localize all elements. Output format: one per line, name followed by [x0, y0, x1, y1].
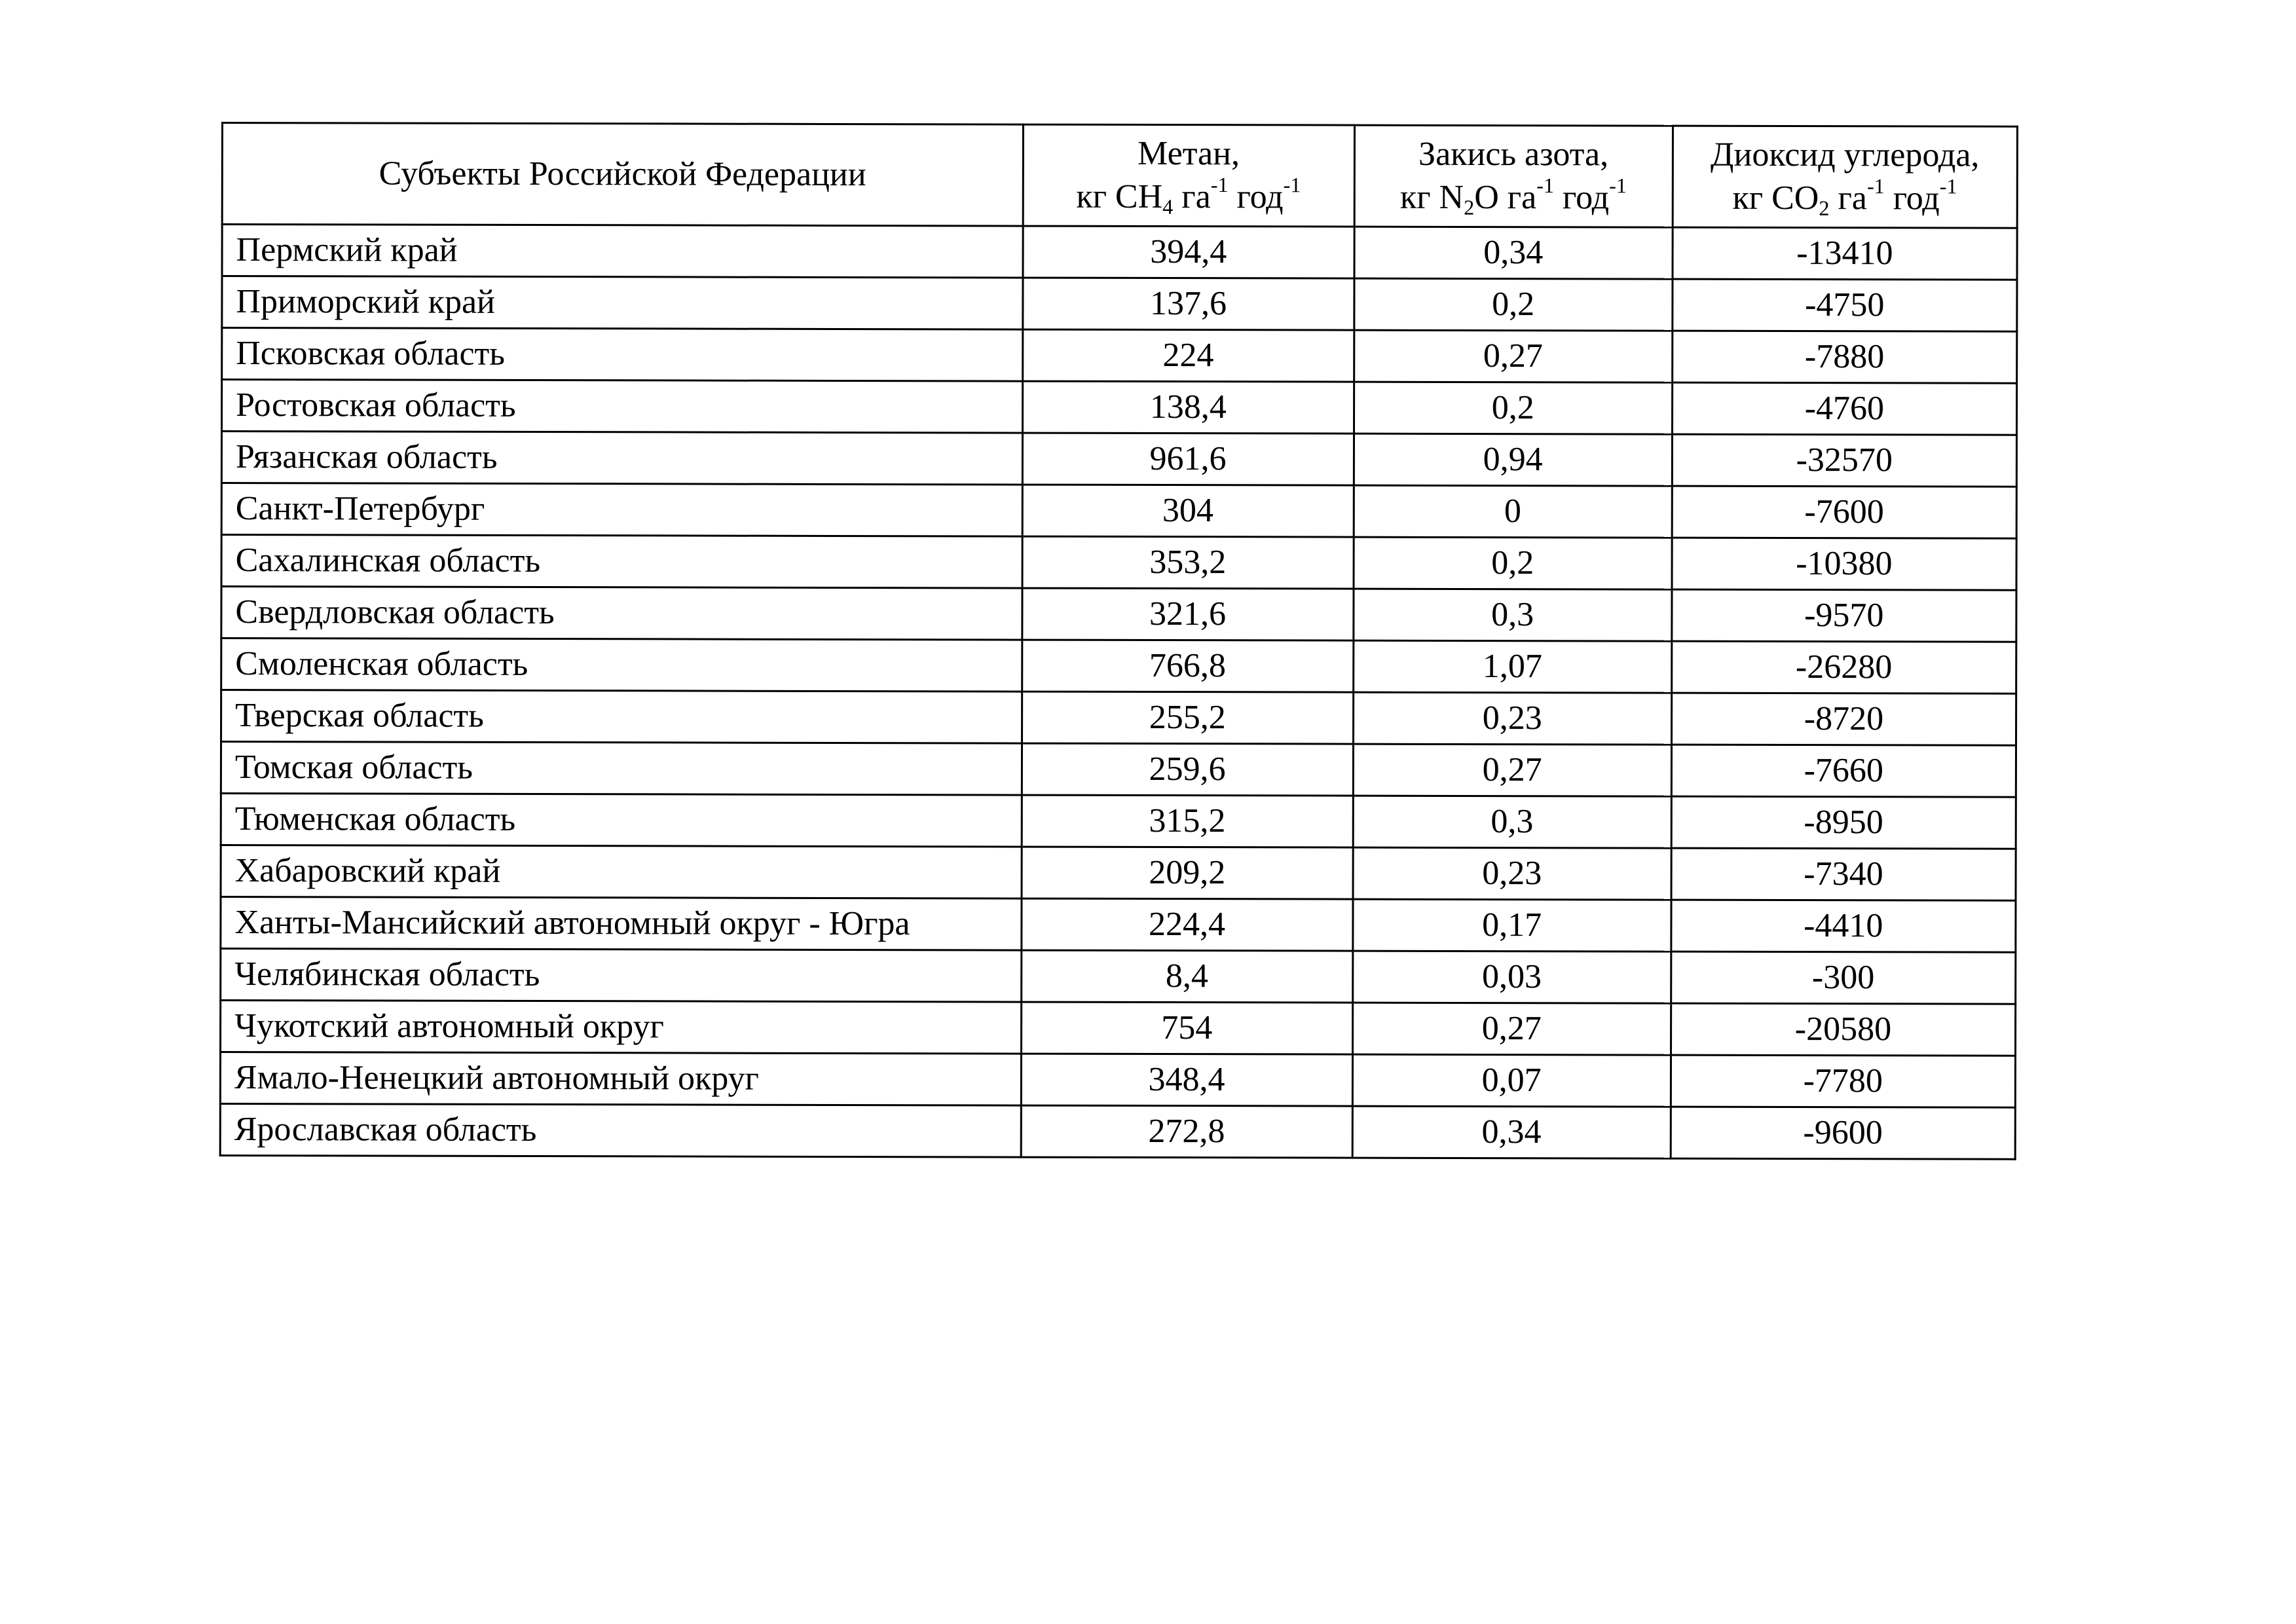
methane-cell: 961,6 [1022, 433, 1354, 485]
carbon-cell: -9570 [1672, 589, 2016, 642]
nitrous-cell: 0,2 [1354, 537, 1672, 589]
nitrous-cell: 0 [1354, 485, 1672, 538]
carbon-cell: -4750 [1673, 279, 2017, 331]
header-methane-unit: кг $CH_4$ $га^{-1}$ год$^{-1}$ [1076, 172, 1301, 219]
region-cell: Томская область [221, 742, 1022, 796]
region-cell: Приморский край [222, 276, 1023, 330]
nitrous-cell: 0,17 [1353, 899, 1671, 951]
carbon-cell: -7660 [1671, 745, 2016, 797]
carbon-cell: -8950 [1671, 796, 2016, 849]
methane-cell: 353,2 [1022, 536, 1354, 589]
table-row [221, 638, 2016, 694]
carbon-cell: -26280 [1671, 641, 2016, 693]
table-row [221, 845, 2016, 901]
table-row [222, 328, 2017, 384]
table-header-row [222, 123, 2017, 229]
table-row [221, 535, 2016, 591]
methane-cell: 224 [1022, 329, 1354, 382]
carbon-cell: -7780 [1671, 1055, 2015, 1107]
header-carbon-dioxide [1673, 126, 2018, 228]
region-cell: Рязанская область [221, 432, 1022, 485]
header-methane [1023, 124, 1354, 227]
region-cell: Свердловская область [221, 587, 1022, 640]
table-row [221, 483, 2016, 539]
nitrous-cell: 0,94 [1354, 434, 1672, 486]
region-cell: Ханты-Мансийский автономный округ - Югра [221, 897, 1022, 951]
carbon-cell: -7340 [1671, 848, 2016, 900]
table-row [222, 380, 2017, 435]
methane-cell: 321,6 [1022, 588, 1353, 640]
header-methane-title: Метан, [1138, 134, 1240, 173]
table-row [220, 1052, 2015, 1108]
region-cell: Ярославская область [220, 1103, 1021, 1157]
region-cell: Тверская область [221, 690, 1022, 744]
table-row [221, 690, 2016, 746]
carbon-cell: -32570 [1672, 434, 2016, 487]
header-nitrous-oxide [1354, 125, 1673, 227]
region-cell: Санкт-Петербург [221, 483, 1022, 537]
emissions-table [219, 122, 2018, 1160]
nitrous-cell: 0,03 [1352, 951, 1671, 1003]
table-row [221, 1001, 2016, 1056]
header-region-label: Субъекты Российской Федерации [379, 155, 866, 194]
table-row [222, 276, 2017, 332]
methane-cell: 272,8 [1021, 1105, 1352, 1158]
region-cell: Пермский край [222, 225, 1023, 278]
header-nitrous-unit: кг $N_2O$ $га^{-1}$ год$^{-1}$ [1399, 174, 1627, 219]
region-cell: Чукотский автономный округ [221, 1001, 1022, 1054]
nitrous-cell: 0,2 [1354, 278, 1673, 331]
region-cell: Сахалинская область [221, 535, 1022, 589]
region-cell: Тюменская область [221, 794, 1022, 847]
nitrous-cell: 0,27 [1354, 330, 1672, 382]
header-region [222, 123, 1023, 227]
nitrous-cell: 0,2 [1354, 382, 1672, 434]
nitrous-cell: 0,34 [1354, 227, 1673, 279]
table-row [222, 225, 2017, 280]
nitrous-cell: 1,07 [1353, 640, 1671, 693]
carbon-cell: -20580 [1671, 1003, 2015, 1056]
region-cell: Челябинская область [221, 949, 1022, 1003]
carbon-cell: -300 [1671, 951, 2015, 1004]
header-carbon-title: Диоксид углерода, [1710, 136, 1980, 174]
methane-cell: 255,2 [1022, 692, 1353, 744]
region-cell: Хабаровский край [221, 845, 1022, 899]
carbon-cell: -7880 [1672, 331, 2016, 383]
header-nitrous-title: Закись азота, [1418, 135, 1609, 174]
nitrous-cell: 0,27 [1352, 1003, 1671, 1055]
methane-cell: 8,4 [1021, 950, 1352, 1003]
nitrous-cell: 0,27 [1353, 744, 1671, 796]
carbon-cell: -8720 [1671, 693, 2016, 745]
methane-cell: 766,8 [1022, 640, 1353, 692]
table-row [221, 897, 2016, 953]
methane-cell: 137,6 [1022, 278, 1354, 330]
header-carbon-unit: кг $CO_2$ $га^{-1}$ год$^{-1}$ [1732, 174, 1957, 220]
nitrous-cell: 0,07 [1352, 1054, 1671, 1107]
carbon-cell: -4410 [1671, 900, 2016, 952]
carbon-cell: -4760 [1672, 382, 2016, 435]
methane-cell: 754 [1021, 1002, 1352, 1054]
nitrous-cell: 0,23 [1353, 692, 1671, 745]
methane-cell: 138,4 [1022, 381, 1354, 434]
table-row [221, 949, 2016, 1005]
methane-cell: 224,4 [1021, 898, 1352, 951]
table-row [220, 1103, 2015, 1159]
region-cell: Смоленская область [221, 638, 1022, 692]
table-row [221, 587, 2016, 642]
methane-cell: 304 [1022, 485, 1354, 537]
nitrous-cell: 0,3 [1353, 796, 1671, 848]
table-row [221, 742, 2016, 798]
table-row [221, 794, 2016, 849]
region-cell: Ростовская область [222, 380, 1023, 434]
methane-cell: 209,2 [1022, 847, 1353, 899]
carbon-cell: -9600 [1671, 1107, 2015, 1159]
region-cell: Псковская область [222, 328, 1023, 382]
carbon-cell: -10380 [1672, 538, 2016, 590]
methane-cell: 348,4 [1021, 1054, 1352, 1106]
nitrous-cell: 0,23 [1353, 847, 1671, 900]
region-cell: Ямало-Ненецкий автономный округ [220, 1052, 1021, 1106]
methane-cell: 315,2 [1022, 795, 1353, 847]
carbon-cell: -13410 [1673, 227, 2017, 280]
nitrous-cell: 0,34 [1352, 1106, 1671, 1158]
nitrous-cell: 0,3 [1354, 589, 1672, 641]
table-row [221, 432, 2016, 487]
methane-cell: 259,6 [1022, 743, 1353, 796]
methane-cell: 394,4 [1023, 226, 1354, 278]
carbon-cell: -7600 [1672, 486, 2016, 538]
